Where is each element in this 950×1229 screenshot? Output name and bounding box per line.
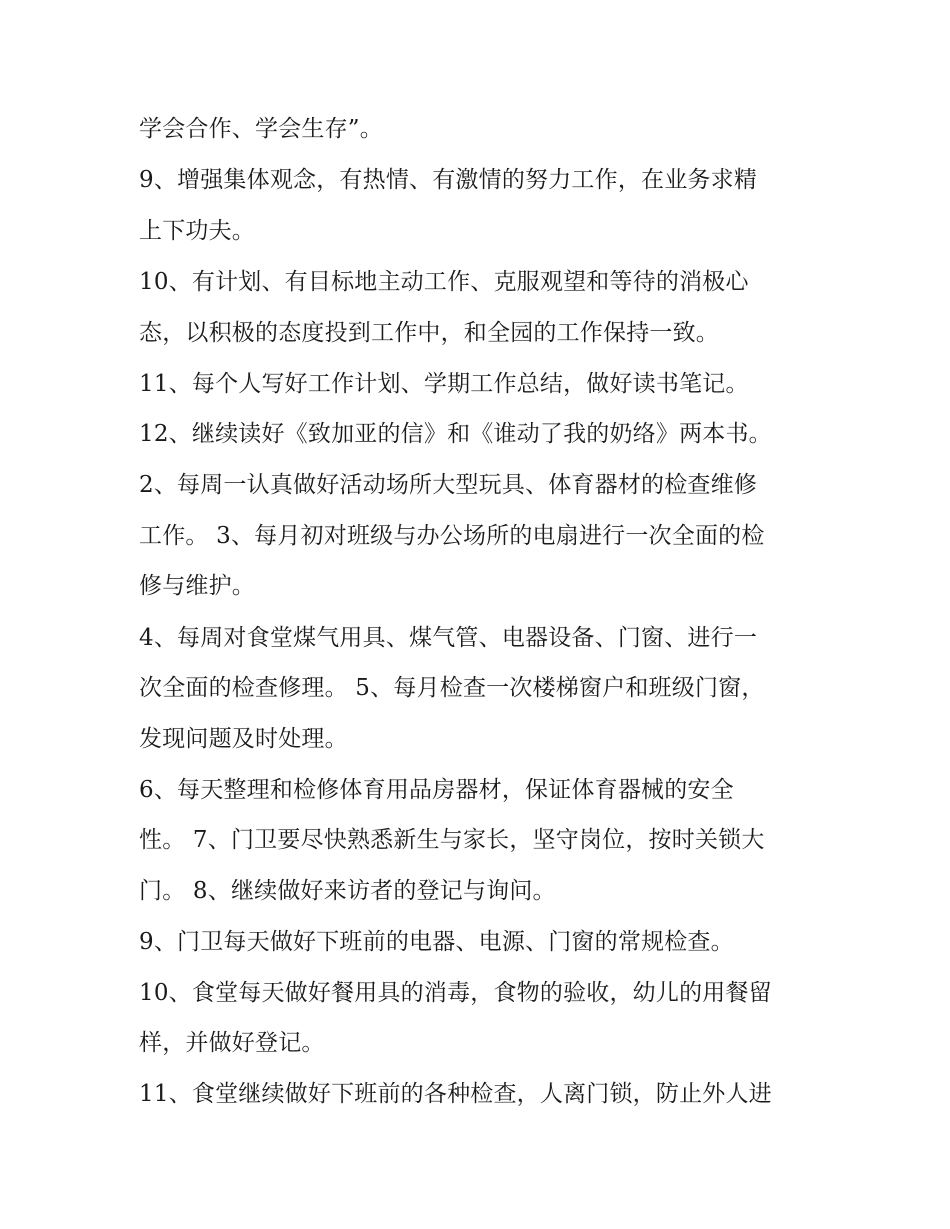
text-line: 12、继续读好《致加亚的信》和《谁动了我的奶络》两本书。 (139, 421, 772, 447)
text-line: 学会合作、学会生存”。 (139, 116, 383, 142)
text-line: 10、食堂每天做好餐用具的消毒，食物的验收，幼儿的用餐留 (139, 980, 772, 1006)
text-line: 9、门卫每天做好下班前的电器、电源、门窗的常规检查。 (139, 929, 734, 955)
text-line: 9、增强集体观念，有热情、有激情的努力工作，在业务求精 (139, 167, 758, 193)
text-line: 4、每周对食堂煤气用具、煤气管、电器设备、门窗、进行一 (139, 625, 758, 651)
text-line: 态，以积极的态度投到工作中，和全园的工作保持一致。 (139, 320, 719, 346)
text-line: 次全面的检查修理。 5、每月检查一次楼梯窗户和班级门窗， (139, 675, 765, 701)
text-line: 11、食堂继续做好下班前的各种检查，人离门锁，防止外人进 (139, 1081, 772, 1107)
text-line: 门。 8、继续做好来访者的登记与询问。 (139, 878, 556, 904)
text-line: 10、有计划、有目标地主动工作、克服观望和等待的消极心 (139, 269, 749, 295)
text-line: 工作。 3、每月初对班级与办公场所的电扇进行一次全面的检 (139, 523, 765, 549)
text-line: 修与维护。 (139, 573, 255, 599)
text-line: 2、每周一认真做好活动场所大型玩具、体育器材的检查维修 (139, 472, 758, 498)
text-line: 样，并做好登记。 (139, 1030, 325, 1056)
text-line: 6、每天整理和检修体育用品房器材，保证体育器械的安全 (139, 777, 734, 803)
text-line: 11、每个人写好工作计划、学期工作总结，做好读书笔记。 (139, 371, 749, 397)
text-line: 性。 7、门卫要尽快熟悉新生与家长，坚守岗位，按时关锁大 (139, 827, 765, 853)
text-line: 上下功夫。 (139, 218, 255, 244)
text-line: 发现问题及时处理。 (139, 726, 348, 752)
